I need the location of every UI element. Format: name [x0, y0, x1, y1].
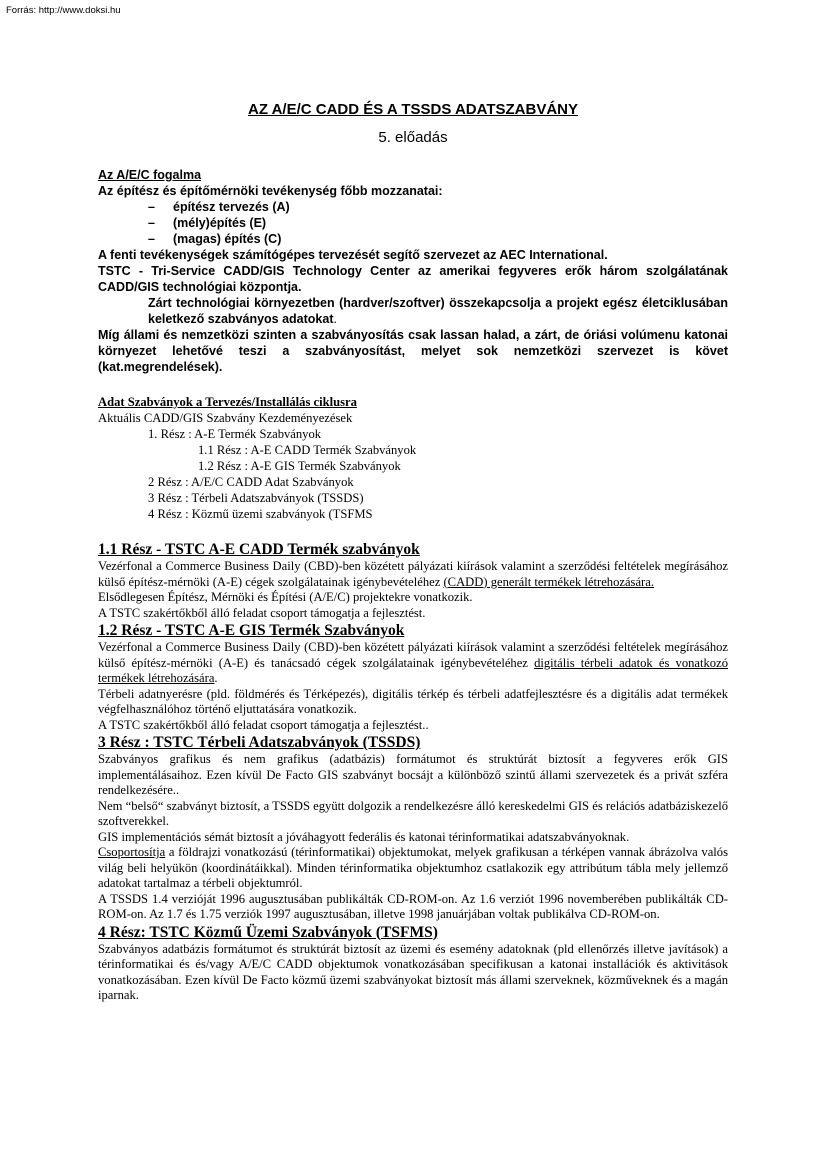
dash-marker: –: [148, 200, 155, 214]
section-heading: 1.2 Rész - TSTC A-E GIS Termék Szabványok: [98, 622, 405, 639]
intro-paragraph-text: Zárt technológiai környezetben (hardver/szoftver) összekapcsolja a projekt egész életciklusában keletkező szabványos adatokat: [148, 296, 728, 326]
toc-item: 2 Rész : A/E/C CADD Adat Szabványok: [148, 475, 354, 489]
dash-marker: –: [148, 232, 155, 246]
section-heading: 3 Rész : TSTC Térbeli Adatszabványok (TSSDS): [98, 734, 421, 751]
toc-subheading: Aktuális CADD/GIS Szabvány Kezdeményezések: [98, 411, 353, 425]
document-title: AZ A/E/C CADD ÉS A TSSDS ADATSZABVÁNY: [247, 101, 578, 118]
toc-heading: Adat Szabványok a Tervezés/Installálás ciklusra: [98, 395, 357, 409]
intro-heading: Az A/E/C fogalma: [98, 168, 202, 182]
toc-section: [98, 394, 728, 522]
section-paragraph: Szabványos adatbázis formátumot és struktúrát biztosít az üzemi és esemény adatoknak (pld ellenőrzés illetve javítások) a térinformatikai és és/vagy A/E/C CADD objektumok vonatkozásában specifikusan a katonai installációk és aktivitások vonatkozásában. Ezen kívül De Facto közmű üzemi szabványokat biztosít más állami szerveknek, közműveknek és a magán iparnak.: [98, 941, 728, 1002]
section-heading: 1.1 Rész - TSTC A-E CADD Termék szabványok: [98, 541, 420, 558]
section-paragraph: Szabványos grafikus és nem grafikus (adatbázis) formátumot és struktúrát biztosít a fegyveres erők GIS implementálásaihoz. Ezen kívül De Facto GIS szabványt bocsájt a különböző szintű állami szervezetek és a privát szféra rendelkezésére..: [98, 752, 728, 797]
source-note: Forrás: http://www.doksi.hu: [6, 5, 121, 16]
intro-paragraph: A fenti tevékenységek számítógépes tervezését segítő szervezet az AEC International.: [98, 248, 608, 262]
intro-paragraph: Míg állami és nemzetközi szinten a szabványosítás csak lassan halad, a zárt, de óriási volúmenu katonai környezet lehetővé teszi a szabványosítást, melyet sok nemzetközi szervezet is követ (kat.megrendelések).: [98, 328, 728, 374]
paragraph-text: Vezérfonal a Commerce Business Daily (CBD)-ben közétett pályázati kiírások valamint a szerződési feltételek megírásához külső építész-mérnöki (A-E) és tanácsadó cégek szolgálatainak igénybevételéhez: [98, 640, 728, 670]
toc-item: 1.2 Rész : A-E GIS Termék Szabványok: [198, 459, 401, 473]
paragraph-text: a földrajzi vonatkozású (térinformatikai) objektumokat, melyek grafikusan a térképen vannak ábrázolva valós világ beli helyükön (koordinátáikkal). Minden térinformatika objektumhoz csatlakozik egy attribútum tábla mely jellemző adatokat tartalmaz a térbeli objektumról.: [98, 845, 728, 890]
section-paragraph: [98, 845, 728, 892]
section-paragraph: A TSSDS 1.4 verzióját 1996 augusztusában publikálták CD-ROM-on. Az 1.6 verziót 1996 novemberében publikálták CD-ROM-on. Az 1.7 és 1.75 verziók 1997 augusztusában, illetve 1998 januárjában voltak publikálva CD-ROM-on.: [98, 891, 728, 921]
section-paragraph: [98, 640, 728, 687]
section-paragraph: [98, 559, 728, 590]
period: .: [333, 312, 337, 326]
underlined-text: Csoportosítja: [98, 845, 166, 859]
period: .: [214, 671, 218, 685]
section-paragraph: Térbeli adatnyerésre (pld. földmérés és Térképezés), digitális térkép és térbeli adatfejlesztésre és a digitális adat termékek végfelhasználóhoz történő eljuttatására vonatkozik.: [98, 686, 728, 716]
list-item-text: építész tervezés (A): [173, 200, 290, 214]
section-paragraph: Elsődlegesen Építész, Mérnöki és Építési (A/E/C) projektekre vonatkozik.: [98, 590, 473, 604]
list-item: [98, 199, 728, 215]
section-paragraph: Nem “belső“ szabványt biztosít, a TSSDS együtt dolgozik a rendelkezésre álló kereskedelmi GIS és relációs adatbáziskezelő szoftverekkel.: [98, 798, 728, 828]
sections: [98, 540, 728, 1004]
underlined-text: (CADD) generált termékek létrehozására.: [443, 574, 654, 589]
toc-item: 1. Rész : A-E Termék Szabványok: [148, 427, 322, 441]
toc-item: 1.1 Rész : A-E CADD Termék Szabványok: [198, 443, 417, 457]
underlined-text: digitális térbeli adatok és vonatkozó termékek létrehozására: [98, 655, 728, 685]
intro-section: [98, 167, 728, 375]
toc-item: 3 Rész : Térbeli Adatszabványok (TSSDS): [148, 491, 364, 505]
list-item-text: (mély)építés (E): [173, 216, 267, 230]
list-item: [98, 231, 728, 247]
section-paragraph: GIS implementációs sémát biztosít a jóváhagyott federális és katonai térinformatikai adatszabványoknak.: [98, 829, 630, 844]
section-heading: 4 Rész: TSTC Közmű Üzemi Szabványok (TSFMS): [98, 923, 438, 941]
section-paragraph: A TSTC szakértőkből álló feladat csoport támogatja a fejlesztést..: [98, 717, 429, 732]
toc-item: 4 Rész : Közmű üzemi szabványok (TSFMS: [148, 507, 373, 521]
intro-paragraph: TSTC - Tri-Service CADD/GIS Technology Center az amerikai fegyveres erők három szolgálatának CADD/GIS technológiai központja.: [98, 264, 728, 294]
document-subtitle: 5. előadás: [378, 129, 448, 146]
paragraph-text: Vezérfonal a Commerce Business Daily (CBD)-ben közétett pályázati kiírások valamint a szerződési feltételek megírásához külső építész-mérnöki (A-E) cégek szolgálatainak igénybevételéhez: [98, 559, 728, 589]
intro-lead: Az építész és építőmérnöki tevékenység főbb mozzanatai:: [98, 184, 443, 198]
dash-marker: –: [148, 216, 155, 230]
list-item-text: (magas) építés (C): [173, 232, 282, 246]
section-paragraph: A TSTC szakértőkből álló feladat csoport támogatja a fejlesztést.: [98, 605, 426, 620]
intro-paragraph-indented: [98, 295, 728, 327]
list-item: [98, 215, 728, 231]
